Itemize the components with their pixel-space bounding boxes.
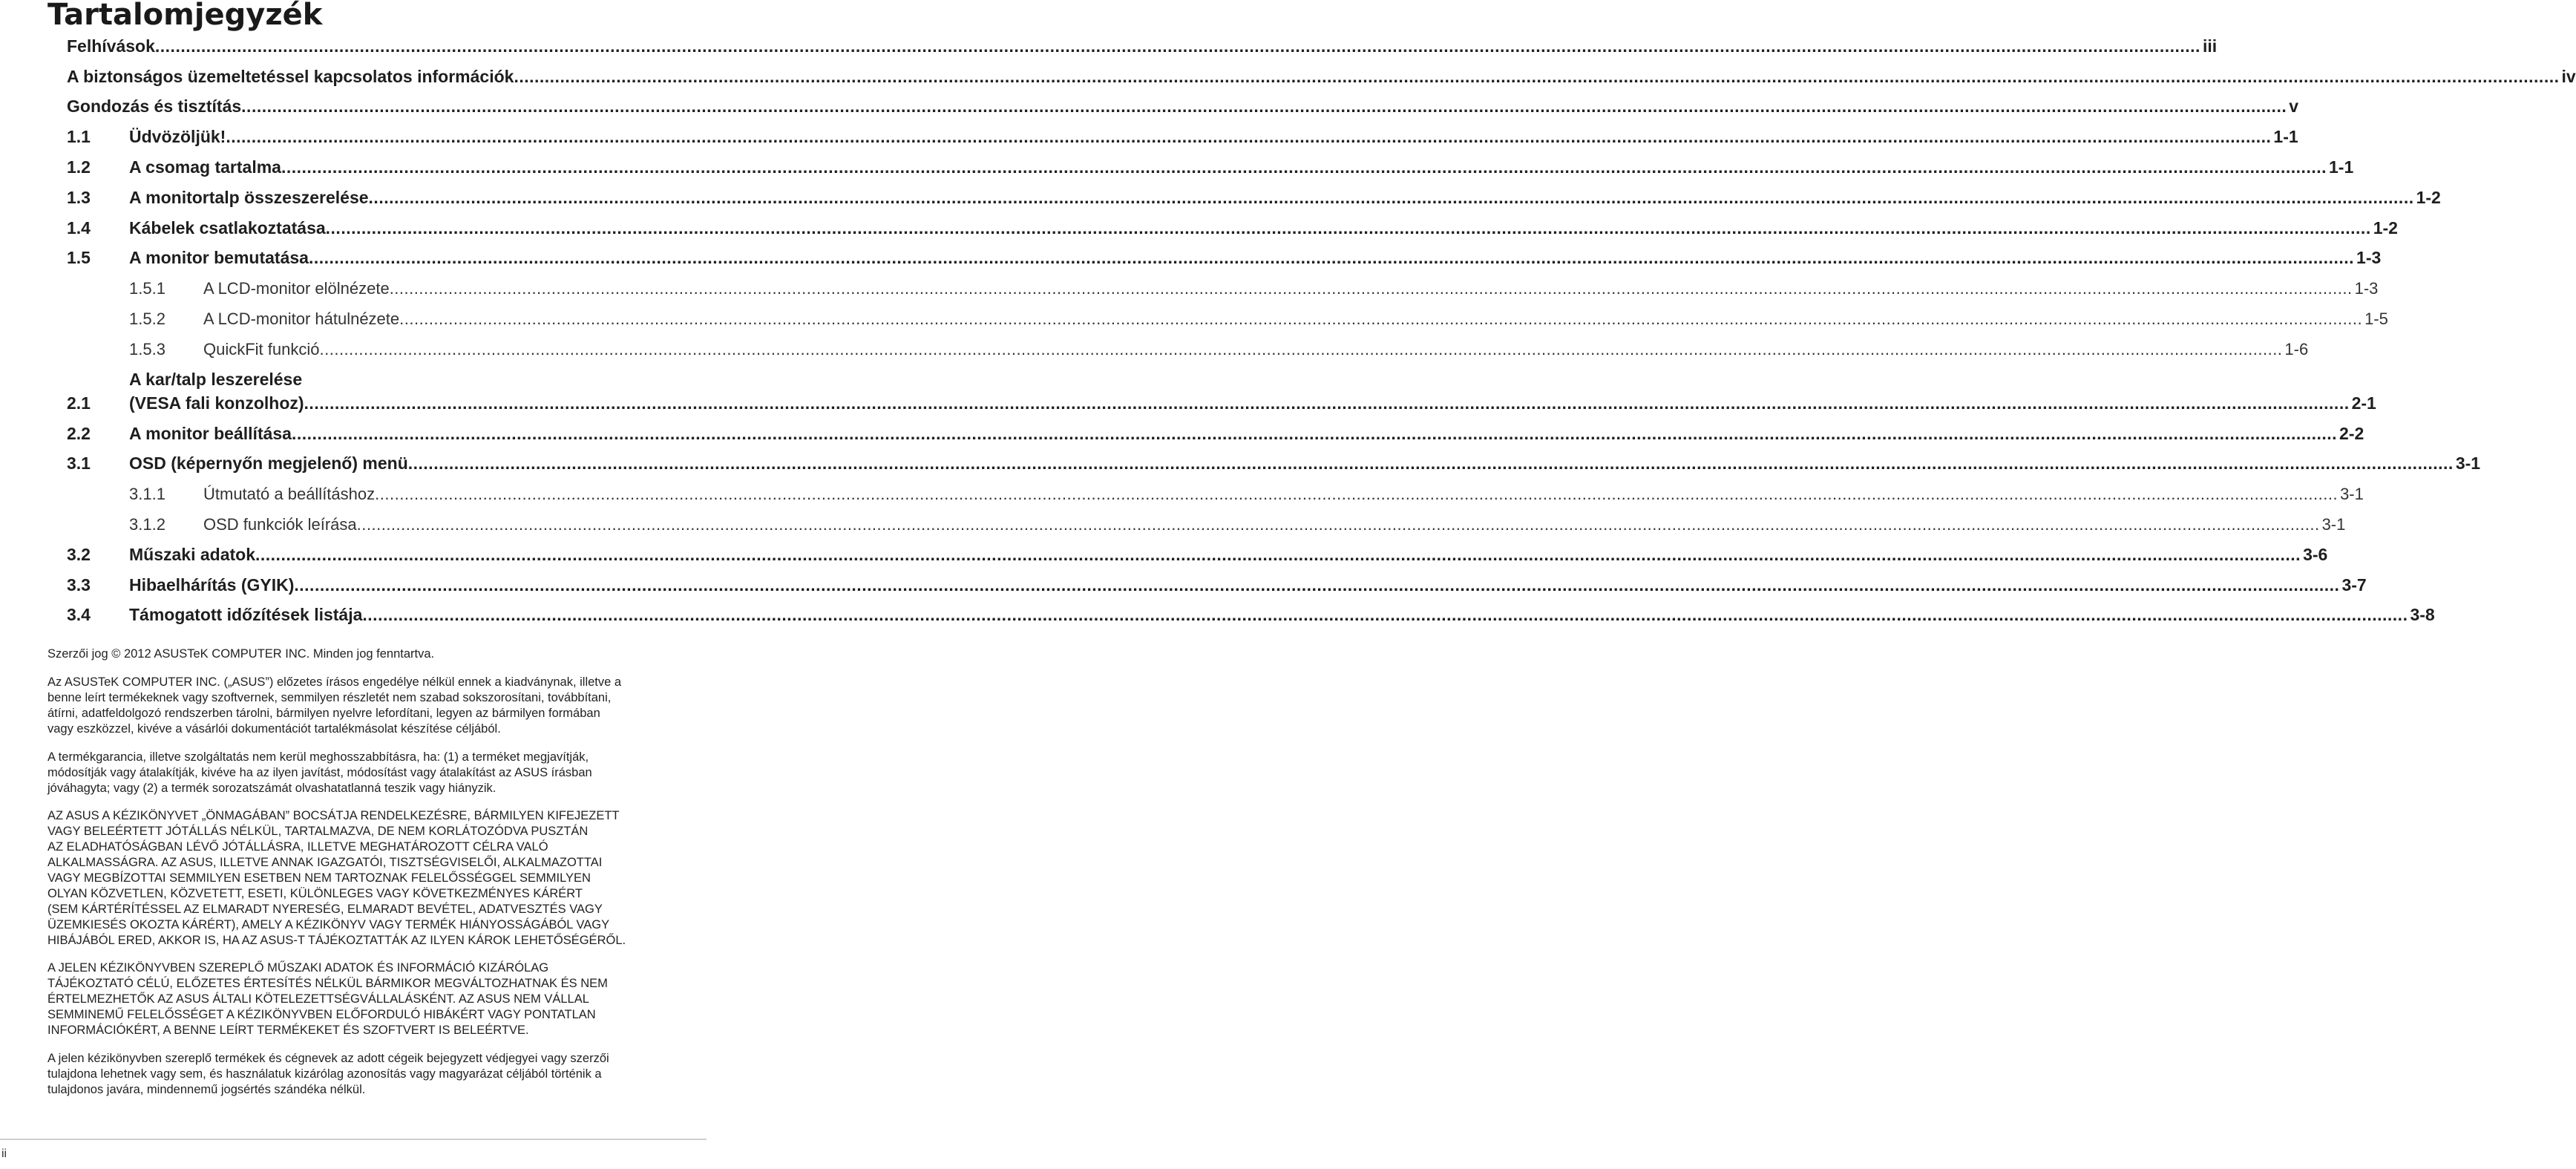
toc-entry-number: 2.1 xyxy=(67,393,91,413)
toc-entry-title: Üdvözöljük! xyxy=(129,127,226,147)
toc-dot-leader: ................................................................................................................................................................................................................................................................................................................................................................................................................ xyxy=(281,157,2327,177)
toc-entry-title: A monitortalp összeszerelése xyxy=(129,187,369,207)
toc-entry-number: 1.2 xyxy=(67,157,91,177)
toc-dot-leader: ................................................................................................................................................................................................................................................................................................................................................................................................................ xyxy=(255,544,2301,564)
page-title: Tartalomjegyzék xyxy=(47,0,323,32)
toc-entry-title: Útmutató a beállításhoz xyxy=(203,485,376,504)
toc-entry-page: 1-5 xyxy=(2364,309,2388,328)
toc-entry-title: Kábelek csatlakoztatása xyxy=(129,217,326,238)
toc-entry-page: v xyxy=(2289,96,2299,117)
toc-entry[interactable] xyxy=(67,185,2441,215)
toc-entry-number: 1.5 xyxy=(67,248,91,268)
toc-dot-leader: ................................................................................................................................................................................................................................................................................................................................................................................................................ xyxy=(308,248,2355,268)
toc-entry[interactable] xyxy=(67,154,2354,185)
toc-entry-title: A monitor bemutatása xyxy=(129,248,309,268)
toc-entry-title: OSD (képernyőn megjelenő) menü xyxy=(129,453,408,474)
table-of-contents xyxy=(67,33,2576,632)
toc-entry-number: 1.1 xyxy=(67,127,91,147)
toc-entry-page: 2-2 xyxy=(2339,423,2364,443)
toc-entry-page: 1-3 xyxy=(2354,279,2379,298)
toc-entry[interactable] xyxy=(67,603,2435,633)
toc-dot-leader: ................................................................................................................................................................................................................................................................................................................................................................................................................ xyxy=(294,574,2340,595)
toc-dot-leader: ................................................................................................................................................................................................................................................................................................................................................................................................................ xyxy=(154,36,2200,56)
toc-entry[interactable] xyxy=(67,215,2398,246)
toc-entry[interactable] xyxy=(67,481,2364,511)
toc-entry[interactable] xyxy=(67,542,2328,572)
toc-entry[interactable] xyxy=(67,306,2388,336)
legal-paragraph-2: A termékgarancia, illetve szolgáltatás nem kerül meghosszabbításra, ha: (1) a terméket megjavítják, módosítják vagy átalakítják, kivéve ha az ilyen javítást, módosítást vagy átalakítást az ASUS írásban jóváhagyta; vagy (2) a termék sorozatszámát olvashatatlanná teszik vagy hiányzik. xyxy=(47,750,592,795)
toc-entry-page: 3-1 xyxy=(2340,485,2364,504)
toc-entry-page: 1-3 xyxy=(2356,248,2382,268)
toc-entry-page: 3-7 xyxy=(2341,574,2367,595)
toc-entry-title: OSD funkciók leírása xyxy=(203,514,357,534)
toc-entry-number: 2.2 xyxy=(67,423,91,443)
toc-dot-leader: ................................................................................................................................................................................................................................................................................................................................................................................................................ xyxy=(356,514,2320,534)
toc-entry-number: 3.1.2 xyxy=(129,514,165,534)
toc-dot-leader: ................................................................................................................................................................................................................................................................................................................................................................................................................ xyxy=(304,393,2350,413)
toc-entry-number: 3.2 xyxy=(67,544,91,564)
toc-entry-page: 3-8 xyxy=(2410,605,2435,625)
toc-dot-leader: ................................................................................................................................................................................................................................................................................................................................................................................................................ xyxy=(226,127,2272,147)
toc-entry-title-continued: (VESA fali konzolhoz) xyxy=(129,393,304,413)
toc-dot-leader: ................................................................................................................................................................................................................................................................................................................................................................................................................ xyxy=(368,187,2414,207)
toc-dot-leader: ................................................................................................................................................................................................................................................................................................................................................................................................................ xyxy=(514,66,2560,86)
toc-dot-leader: ................................................................................................................................................................................................................................................................................................................................................................................................................ xyxy=(325,217,2371,238)
toc-entry[interactable] xyxy=(67,336,2309,367)
legal-paragraph-4: A JELEN KÉZIKÖNYVBEN SZEREPLŐ MŰSZAKI ADATOK ÉS INFORMÁCIÓ KIZÁRÓLAG TÁJÉKOZTATÓ CÉLÚ, ELŐZETES ÉRTESÍTÉS NÉLKÜL BÁRMIKOR MEGVÁLTOZHATNAK ÉS NEM ÉRTELMEZHETŐK AZ ASUS ÁLTALI KÖTELEZETTSÉGVÁLLALÁSKÉNT. AZ ASUS NEM VÁLLAL SEMMINEMŰ FELELŐSSÉGET A KÉZIKÖNYVBEN ELŐFORDULÓ HIBÁKÉRT VAGY PONTATLAN INFORMÁCIÓKÉRT, A BENNE LEÍRT TERMÉKEKET ÉS SZOFTVERT IS BELEÉRTVE. xyxy=(47,961,608,1037)
toc-entry-page: 1-2 xyxy=(2373,217,2398,238)
toc-dot-leader: ................................................................................................................................................................................................................................................................................................................................................................................................................ xyxy=(399,309,2363,328)
toc-dot-leader: ................................................................................................................................................................................................................................................................................................................................................................................................................ xyxy=(407,453,2454,474)
toc-entry-page: 3-6 xyxy=(2303,544,2328,564)
toc-dot-leader: ................................................................................................................................................................................................................................................................................................................................................................................................................ xyxy=(375,485,2339,504)
toc-entry-page: 1-6 xyxy=(2284,339,2309,358)
toc-entry-page: 3-1 xyxy=(2321,514,2346,534)
toc-entry-number: 3.4 xyxy=(67,605,91,625)
toc-entry-number: 1.5.1 xyxy=(129,279,165,298)
toc-entry[interactable] xyxy=(67,124,2298,154)
toc-entry-title: QuickFit funkció xyxy=(203,339,320,358)
toc-entry-title: Műszaki adatok xyxy=(129,544,255,564)
footer-divider xyxy=(0,1139,707,1140)
toc-entry-number: 3.1.1 xyxy=(129,485,165,504)
toc-entry-title: Támogatott időzítések listája xyxy=(129,605,363,625)
toc-entry-title: A kar/talp leszerelése xyxy=(129,369,303,389)
toc-entry-number: 3.1 xyxy=(67,453,91,474)
toc-entry[interactable] xyxy=(67,572,2367,603)
toc-entry-number: 1.3 xyxy=(67,187,91,207)
toc-entry[interactable] xyxy=(67,367,2376,421)
toc-entry[interactable] xyxy=(67,451,2481,482)
toc-entry-number: 1.4 xyxy=(67,217,91,238)
toc-entry-page: iv xyxy=(2561,66,2576,86)
toc-entry-title: Gondozás és tisztítás xyxy=(67,96,242,117)
copyright-notice: Szerzői jog © 2012 ASUSTeK COMPUTER INC. Minden jog fenntartva. xyxy=(47,647,435,661)
toc-entry-page: 1-1 xyxy=(2329,157,2354,177)
toc-entry[interactable] xyxy=(67,275,2379,306)
toc-entry-page: 1-2 xyxy=(2416,187,2441,207)
toc-entry[interactable] xyxy=(67,64,2576,94)
toc-dot-leader: ................................................................................................................................................................................................................................................................................................................................................................................................................ xyxy=(389,279,2353,298)
toc-entry[interactable] xyxy=(67,246,2382,276)
toc-entry[interactable] xyxy=(67,511,2346,542)
legal-paragraph-5: A jelen kézikönyvben szereplő termékek és cégnevek az adott cégeik bejegyzett védjegyei vagy szerzői tulajdona lehetnek vagy sem, és használatuk kizárólag azonosítás vagy magyarázat céljából történik a tulajdonos javára, mindennemű jogsértés szándéka nélkül. xyxy=(47,1052,609,1096)
toc-entry-page: iii xyxy=(2202,36,2218,56)
toc-entry-title: Hibaelhárítás (GYIK) xyxy=(129,574,295,595)
toc-entry-title: A biztonságos üzemeltetéssel kapcsolatos információk xyxy=(67,66,514,86)
page-number: ii xyxy=(1,1147,7,1160)
toc-entry-page: 2-1 xyxy=(2351,393,2376,413)
toc-entry-number: 3.3 xyxy=(67,574,91,595)
toc-entry[interactable] xyxy=(67,421,2364,451)
toc-entry-title: A monitor beállítása xyxy=(129,423,292,443)
toc-entry-page: 1-1 xyxy=(2273,127,2298,147)
toc-dot-leader: ................................................................................................................................................................................................................................................................................................................................................................................................................ xyxy=(319,339,2283,358)
toc-entry[interactable] xyxy=(67,94,2299,125)
toc-entry-title: A LCD-monitor hátulnézete xyxy=(203,309,400,328)
legal-paragraph-1: Az ASUSTeK COMPUTER INC. („ASUS”) előzetes írásos engedélye nélkül ennek a kiadványnak, illetve a benne leírt termékeknek vagy szoftvernek, semmilyen részletét nem szabad sokszorosítani, továbbítani, átírni, adatfeldolgozó rendszerben tárolni, bármilyen nyelvre lefordítani, legyen az bármilyen formában vagy eszközzel, kivéve a vásárlói dokumentációt tartalékmásolat készítése céljából. xyxy=(47,675,622,736)
toc-dot-leader: ................................................................................................................................................................................................................................................................................................................................................................................................................ xyxy=(241,96,2287,117)
toc-entry-number: 1.5.2 xyxy=(129,309,165,328)
toc-dot-leader: ................................................................................................................................................................................................................................................................................................................................................................................................................ xyxy=(291,423,2338,443)
toc-entry-number: 1.5.3 xyxy=(129,339,165,358)
legal-paragraph-3: AZ ASUS A KÉZIKÖNYVET „ÖNMAGÁBAN” BOCSÁTJA RENDELKEZÉSRE, BÁRMILYEN KIFEJEZETT VAGY BELEÉRTETT JÓTÁLLÁS NÉLKÜL, TARTALMAZVA, DE NEM KORLÁTOZÓDVA PUSZTÁN AZ ELADHATÓSÁGBAN LÉVŐ JÓTÁLLÁSRA, ILLETVE MEGHATÁROZOTT CÉLRA VALÓ ALKALMASSÁGRA. AZ ASUS, ILLETVE ANNAK IGAZGATÓI, TISZTSÉGVISELŐI, ALKALMAZOTTAI VAGY MEGBÍZOTTAI SEMMILYEN ESETBEN NEM TARTOZNAK FELELŐSSÉGGEL SEMMILYEN OLYAN KÖZVETLEN, KÖZVETETT, ESETI, KÜLÖNLEGES VAGY KÖVETKEZMÉNYES KÁRÉRT (SEM KÁRTÉRÍTÉSSEL AZ ELMARADT NYERESÉG, ELMARADT BEVÉTEL, ADATVESZTÉS VAGY ÜZEMKIESÉS OKOZTA KÁRÉRT), AMELY A KÉZIKÖNYV VAGY TERMÉK HIÁNYOSSÁGÁBÓL VAGY HIBÁJÁBÓL ERED, AKKOR IS, HA AZ ASUS-T TÁJÉKOZTATTÁK AZ ILYEN KÁROK LEHETŐSÉGÉRŐL. xyxy=(47,809,626,947)
toc-entry-title: Felhívások xyxy=(67,36,155,56)
toc-entry-page: 3-1 xyxy=(2455,453,2481,474)
toc-dot-leader: ................................................................................................................................................................................................................................................................................................................................................................................................................ xyxy=(362,605,2408,625)
toc-entry-title: A LCD-monitor elölnézete xyxy=(203,279,390,298)
toc-entry[interactable] xyxy=(67,33,2218,64)
toc-entry-title: A csomag tartalma xyxy=(129,157,281,177)
